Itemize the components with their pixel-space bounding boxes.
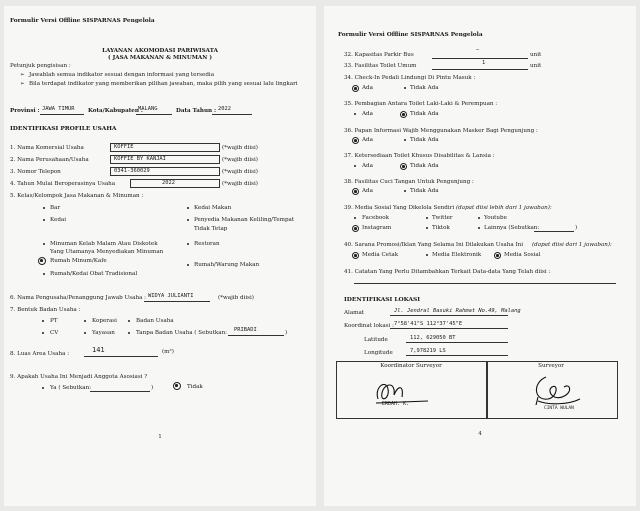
section-title-profile: IDENTIFIKASI PROFILE USAHA (10, 125, 117, 132)
q3-label: 3. Nomor Telepon (10, 169, 61, 175)
q38-ada[interactable]: Ada (362, 188, 373, 194)
option-pt[interactable]: PT (50, 318, 58, 324)
option-facebook[interactable]: Facebook (362, 215, 389, 221)
selected-radio-icon[interactable] (400, 111, 407, 118)
form-page-1: Formulir Versi Offline SISPARNAS Pengelola LAYANAN AKOMODASI PARIWISATA ( JASA MAKANAN & MINUMAN ) Petunjuk pengisisan : ➢ Jawablah semua indikator sesuai dengan informasi yang tersedia ➢ Bila terdapat indikator yang memberikan pilihan jawaban, maka pilih yang sesuai lalu lingkari Provinsi : JAWA TIMUR Kota/Kabupaten : MALANG Data Tahun : 2022 IDENTIFIKASI PROFILE USAHA 1. Nama Komersial Usaha KOFFIE (*wajib diisi) 2. Nama Perusahaan/Usaha KOFFIE BY KANJAI (*wajib diisi) 3. Nomor Telepon 0341-360029 (*wajib diisi) 4. Tahun Mulai Beroperasinya Usaha 2022 (*wajib diisi) 5. Kelas/Kelompok Jasa Makanan & Minuman : Bar Kedai Kedai Makan Penyedia Makanan Keliling/Tempat Tidak Tetap Minuman Kelab Malam Atau Diskotek Yang Utamanya Menyediakan Minuman Restoran Rumah Minum/Kafe Rumah/Warung Makan Rumah/Kedai Obat Tradisional 6. Nama Pengusaha/Penanggung Jawab Usaha : WIDYA JULIANTI (*wajib diisi) 7. Bentuk Badan Usaha : PT Koperasi Badan Usaha CV Yayasan Tanpa Badan Usaha ( Sebutkan: PRIBADI ) 8. Luas Area Usaha : 141 (m²) 9. Apakah Usaha Ini Menjadi Anggota Asosiasi ? Ya ( Sebutkan: ) Tidak 1 (4, 6, 316, 506)
q34-tidak-ada[interactable]: Tidak Ada (410, 85, 439, 91)
form-header: Formulir Versi Offline SISPARNAS Pengelola (10, 18, 155, 24)
selected-radio-icon[interactable] (38, 257, 46, 265)
q5-label: 5. Kelas/Kelompok Jasa Makanan & Minuman : (10, 193, 144, 199)
q33-label: 33. Fasilitas Toilet Umum (344, 63, 417, 69)
form-title: LAYANAN AKOMODASI PARIWISATA (102, 48, 218, 54)
option-bar[interactable]: Bar (50, 205, 61, 211)
q8-label: 8. Luas Area Usaha : (10, 351, 70, 357)
selected-radio-icon[interactable] (352, 225, 359, 232)
required-note: (*wajib diisi) (222, 145, 258, 151)
q36-tidak-ada[interactable]: Tidak Ada (410, 137, 439, 143)
form-subtitle: ( JASA MAKANAN & MINUMAN ) (108, 55, 212, 61)
selected-radio-icon[interactable] (352, 252, 359, 259)
provinsi-value[interactable]: JAWA TIMUR (42, 106, 75, 112)
longitude-value[interactable]: 7,978219 LS (410, 348, 446, 354)
selected-radio-icon[interactable] (173, 382, 181, 390)
tahun-label: Data Tahun : (176, 108, 217, 114)
alamat-label: Alamat (344, 310, 365, 316)
option-kedai[interactable]: Kedai (50, 217, 67, 223)
option-media-elektronik[interactable]: Media Elektronik (432, 252, 482, 258)
page-number: 4 (478, 431, 482, 437)
option-media-cetak[interactable]: Media Cetak (362, 252, 399, 258)
tahun-value[interactable]: 2022 (218, 106, 231, 112)
option-koperasi[interactable]: Koperasi (92, 318, 117, 324)
option-badan-usaha[interactable]: Badan Usaha (136, 318, 174, 324)
unit-label: unit (530, 52, 542, 58)
form-page-4: Formulir Versi Offline SISPARNAS Pengelola 32. Kapasitas Parkir Bus — unit 33. Fasilitas Toilet Umum 1 unit 34. Check-In Pedali Lindungi Di Pintu Masuk : Ada Tidak Ada 35. Pembagian Antara Toilet Laki-Laki & Perempuan : Ada Tidak Ada 36. Papan Informasi Wajib Menggunakan Masker Bagi Pengunjung : Ada Tidak Ada 37. Ketersediaan Toilet Khusus Disabilitas & Lansia : Ada Tidak Ada 38. Fasilitas Cuci Tangan Untuk Pengunjung : Ada Tidak Ada 39. Media Sosial Yang Dikelola Sendiri (dapat diisi lebih dari 1 jawaban): Facebook Twitter Youtube Instagram Tiktok Lainnya (Sebutkan: ) 40. Sarana Promosi/Iklan Yang Selama Ini Dilakukan Usaha Ini (dapat diisi dari 1 jawaban): Media Cetak Media Elektronik Media Sosial 41. Catatan Yang Perlu Ditambahkan Terkait Data-data Yang Telah diisi : IDENTIFIKASI LOKASI Alamat Jl. Jendral Basuki Rahmat No.49, Malang Koordinat lokasi : 7°58'41"S 112°37'45"E Latitude 112, 629050 BT Longitude 7,978219 LS Koordinator Surveyor Surveyor ERDAH. K. CINTA WULAN 4 (324, 6, 636, 506)
option-rumah-kedai-obat[interactable]: Rumah/Kedai Obat Tradisional (50, 271, 138, 277)
q4-value: 2022 (162, 179, 175, 186)
option-tiktok[interactable]: Tiktok (432, 225, 450, 231)
option-instagram[interactable]: Instagram (362, 225, 392, 231)
alamat-value[interactable]: Jl. Jendral Basuki Rahmat No.49, Malang (394, 308, 521, 314)
koordinat-value[interactable]: 7°58'41"S 112°37'45"E (394, 321, 463, 327)
surveyor-label: Surveyor (538, 363, 564, 369)
option-cv[interactable]: CV (50, 330, 59, 336)
q38-tidak-ada[interactable]: Tidak Ada (410, 188, 439, 194)
q2-value: KOFFIE BY KANJAI (114, 155, 166, 162)
q35-ada[interactable]: Ada (362, 111, 373, 117)
latitude-value[interactable]: 112, 629050 BT (410, 335, 456, 341)
q36-ada[interactable]: Ada (362, 137, 373, 143)
required-note: (*wajib diisi) (222, 157, 258, 163)
selected-radio-icon[interactable] (400, 163, 407, 170)
option-penyedia-makanan-line2: Tidak Tetap (194, 226, 228, 232)
selected-radio-icon[interactable] (352, 85, 359, 92)
longitude-label: Longitude (364, 350, 393, 356)
q3-value: 0341-360029 (114, 167, 150, 174)
option-kedai-makan[interactable]: Kedai Makan (194, 205, 232, 211)
q34-label: 34. Check-In Pedali Lindungi Di Pintu Masuk : (344, 75, 476, 81)
coordinator-label: Koordinator Surveyor (380, 363, 442, 369)
required-note: (*wajib diisi) (218, 295, 254, 301)
option-minuman-kelab-line2: Yang Utamanya Menyediakan Minuman (50, 249, 164, 255)
option-rumah-warung-makan[interactable]: Rumah/Warung Makan (194, 262, 260, 268)
q37-tidak-ada[interactable]: Tidak Ada (410, 163, 439, 169)
q4-field[interactable] (130, 179, 220, 188)
instruction-1: Jawablah semua indikator sesuai dengan informasi yang tersedia (29, 72, 215, 78)
q1-label: 1. Nama Komersial Usaha (10, 145, 84, 151)
option-twitter[interactable]: Twitter (432, 215, 453, 221)
form-header: Formulir Versi Offline SISPARNAS Pengelola (338, 32, 483, 38)
required-note: (*wajib diisi) (222, 169, 258, 175)
arrow-icon: ➢ (20, 72, 25, 78)
option-tanpa-badan-usaha[interactable]: Tanpa Badan Usaha ( Sebutkan: (136, 330, 228, 336)
q1-value: KOFFIE (114, 143, 134, 150)
q8-unit: (m²) (162, 349, 174, 355)
kota-value[interactable]: MALANG (138, 106, 158, 112)
section-title-lokasi: IDENTIFIKASI LOKASI (344, 296, 421, 303)
latitude-label: Latitude (364, 337, 388, 343)
option-penyedia-makanan[interactable]: Penyedia Makanan Keliling/Tempat (194, 217, 295, 223)
provinsi-label: Provinsi : (10, 108, 40, 114)
q40-note: (dapat diisi dari 1 jawaban): (532, 242, 612, 248)
q4-label: 4. Tahun Mulai Beroperasinya Usaha (10, 181, 116, 187)
q2-label: 2. Nama Perusahaan/Usaha (10, 157, 89, 163)
option-ya[interactable]: Ya ( Sebutkan: (50, 385, 92, 391)
option-youtube[interactable]: Youtube (484, 215, 507, 221)
q36-label: 36. Papan Informasi Wajib Menggunakan Masker Bagi Pengunjung : (344, 128, 538, 134)
q40-label: 40. Sarana Promosi/Iklan Yang Selama Ini Dilakukan Usaha Ini (344, 242, 524, 248)
option-media-sosial[interactable]: Media Sosial (504, 252, 541, 258)
q8-value[interactable]: 141 (92, 346, 105, 354)
q39-label: 39. Media Sosial Yang Dikelola Sendiri (344, 205, 455, 211)
notes-line[interactable] (354, 283, 616, 284)
q9-label: 9. Apakah Usaha Ini Menjadi Anggota Asosiasi ? (10, 374, 148, 380)
q6-label: 6. Nama Pengusaha/Penanggung Jawab Usaha : (10, 295, 147, 301)
option-restoran[interactable]: Restoran (194, 241, 220, 247)
option-yayasan[interactable]: Yayasan (92, 330, 115, 336)
option-minuman-kelab[interactable]: Minuman Kelab Malam Atau Diskotek (50, 241, 158, 247)
selected-radio-icon[interactable] (494, 252, 501, 259)
selected-radio-icon[interactable] (352, 137, 359, 144)
q41-label: 41. Catatan Yang Perlu Ditambahkan Terkait Data-data Yang Telah diisi : (344, 269, 551, 275)
q6-value[interactable]: WIDYA JULIANTI (148, 293, 194, 299)
instruction-2: Bila terdapat indikator yang memberikan pilihan jawaban, maka pilih yang sesuai lalu lingkari (29, 81, 298, 87)
q7-value[interactable]: PRIBADI (234, 327, 257, 333)
coordinator-name: ERDAH. K. (382, 401, 410, 407)
q33-value[interactable]: 1 (482, 60, 486, 66)
selected-radio-icon[interactable] (352, 188, 359, 195)
q37-ada[interactable]: Ada (362, 163, 373, 169)
surveyor-name: CINTA WULAN (544, 406, 574, 411)
kota-label: Kota/Kabupaten : (88, 108, 143, 114)
option-tidak[interactable]: Tidak (187, 384, 203, 390)
instructions-label: Petunjuk pengisisan : (10, 63, 71, 69)
arrow-icon: ➢ (20, 81, 25, 87)
surveyor-signature-icon (528, 369, 588, 409)
q35-label: 35. Pembagian Antara Toilet Laki-Laki & Perempuan : (344, 101, 498, 107)
page-number: 1 (158, 434, 162, 440)
q35-tidak-ada[interactable]: Tidak Ada (410, 111, 439, 117)
q37-label: 37. Ketersediaan Toilet Khusus Disabilitas & Lansia : (344, 153, 495, 159)
q38-label: 38. Fasilitas Cuci Tangan Untuk Pengunjung : (344, 179, 474, 185)
q34-ada[interactable]: Ada (362, 85, 373, 91)
q32-label: 32. Kapasitas Parkir Bus (344, 52, 414, 58)
unit-label: unit (530, 63, 542, 69)
required-note: (*wajib diisi) (222, 181, 258, 187)
q39-note: (dapat diisi lebih dari 1 jawaban): (456, 205, 552, 211)
q32-value[interactable]: — (476, 47, 480, 53)
option-lainnya[interactable]: Lainnya (Sebutkan: (484, 225, 540, 231)
option-rumah-minum-kafe[interactable]: Rumah Minum/Kafe (50, 258, 107, 264)
koordinat-label: Koordinat lokasi : (344, 323, 394, 329)
q7-label: 7. Bentuk Badan Usaha : (10, 307, 81, 313)
